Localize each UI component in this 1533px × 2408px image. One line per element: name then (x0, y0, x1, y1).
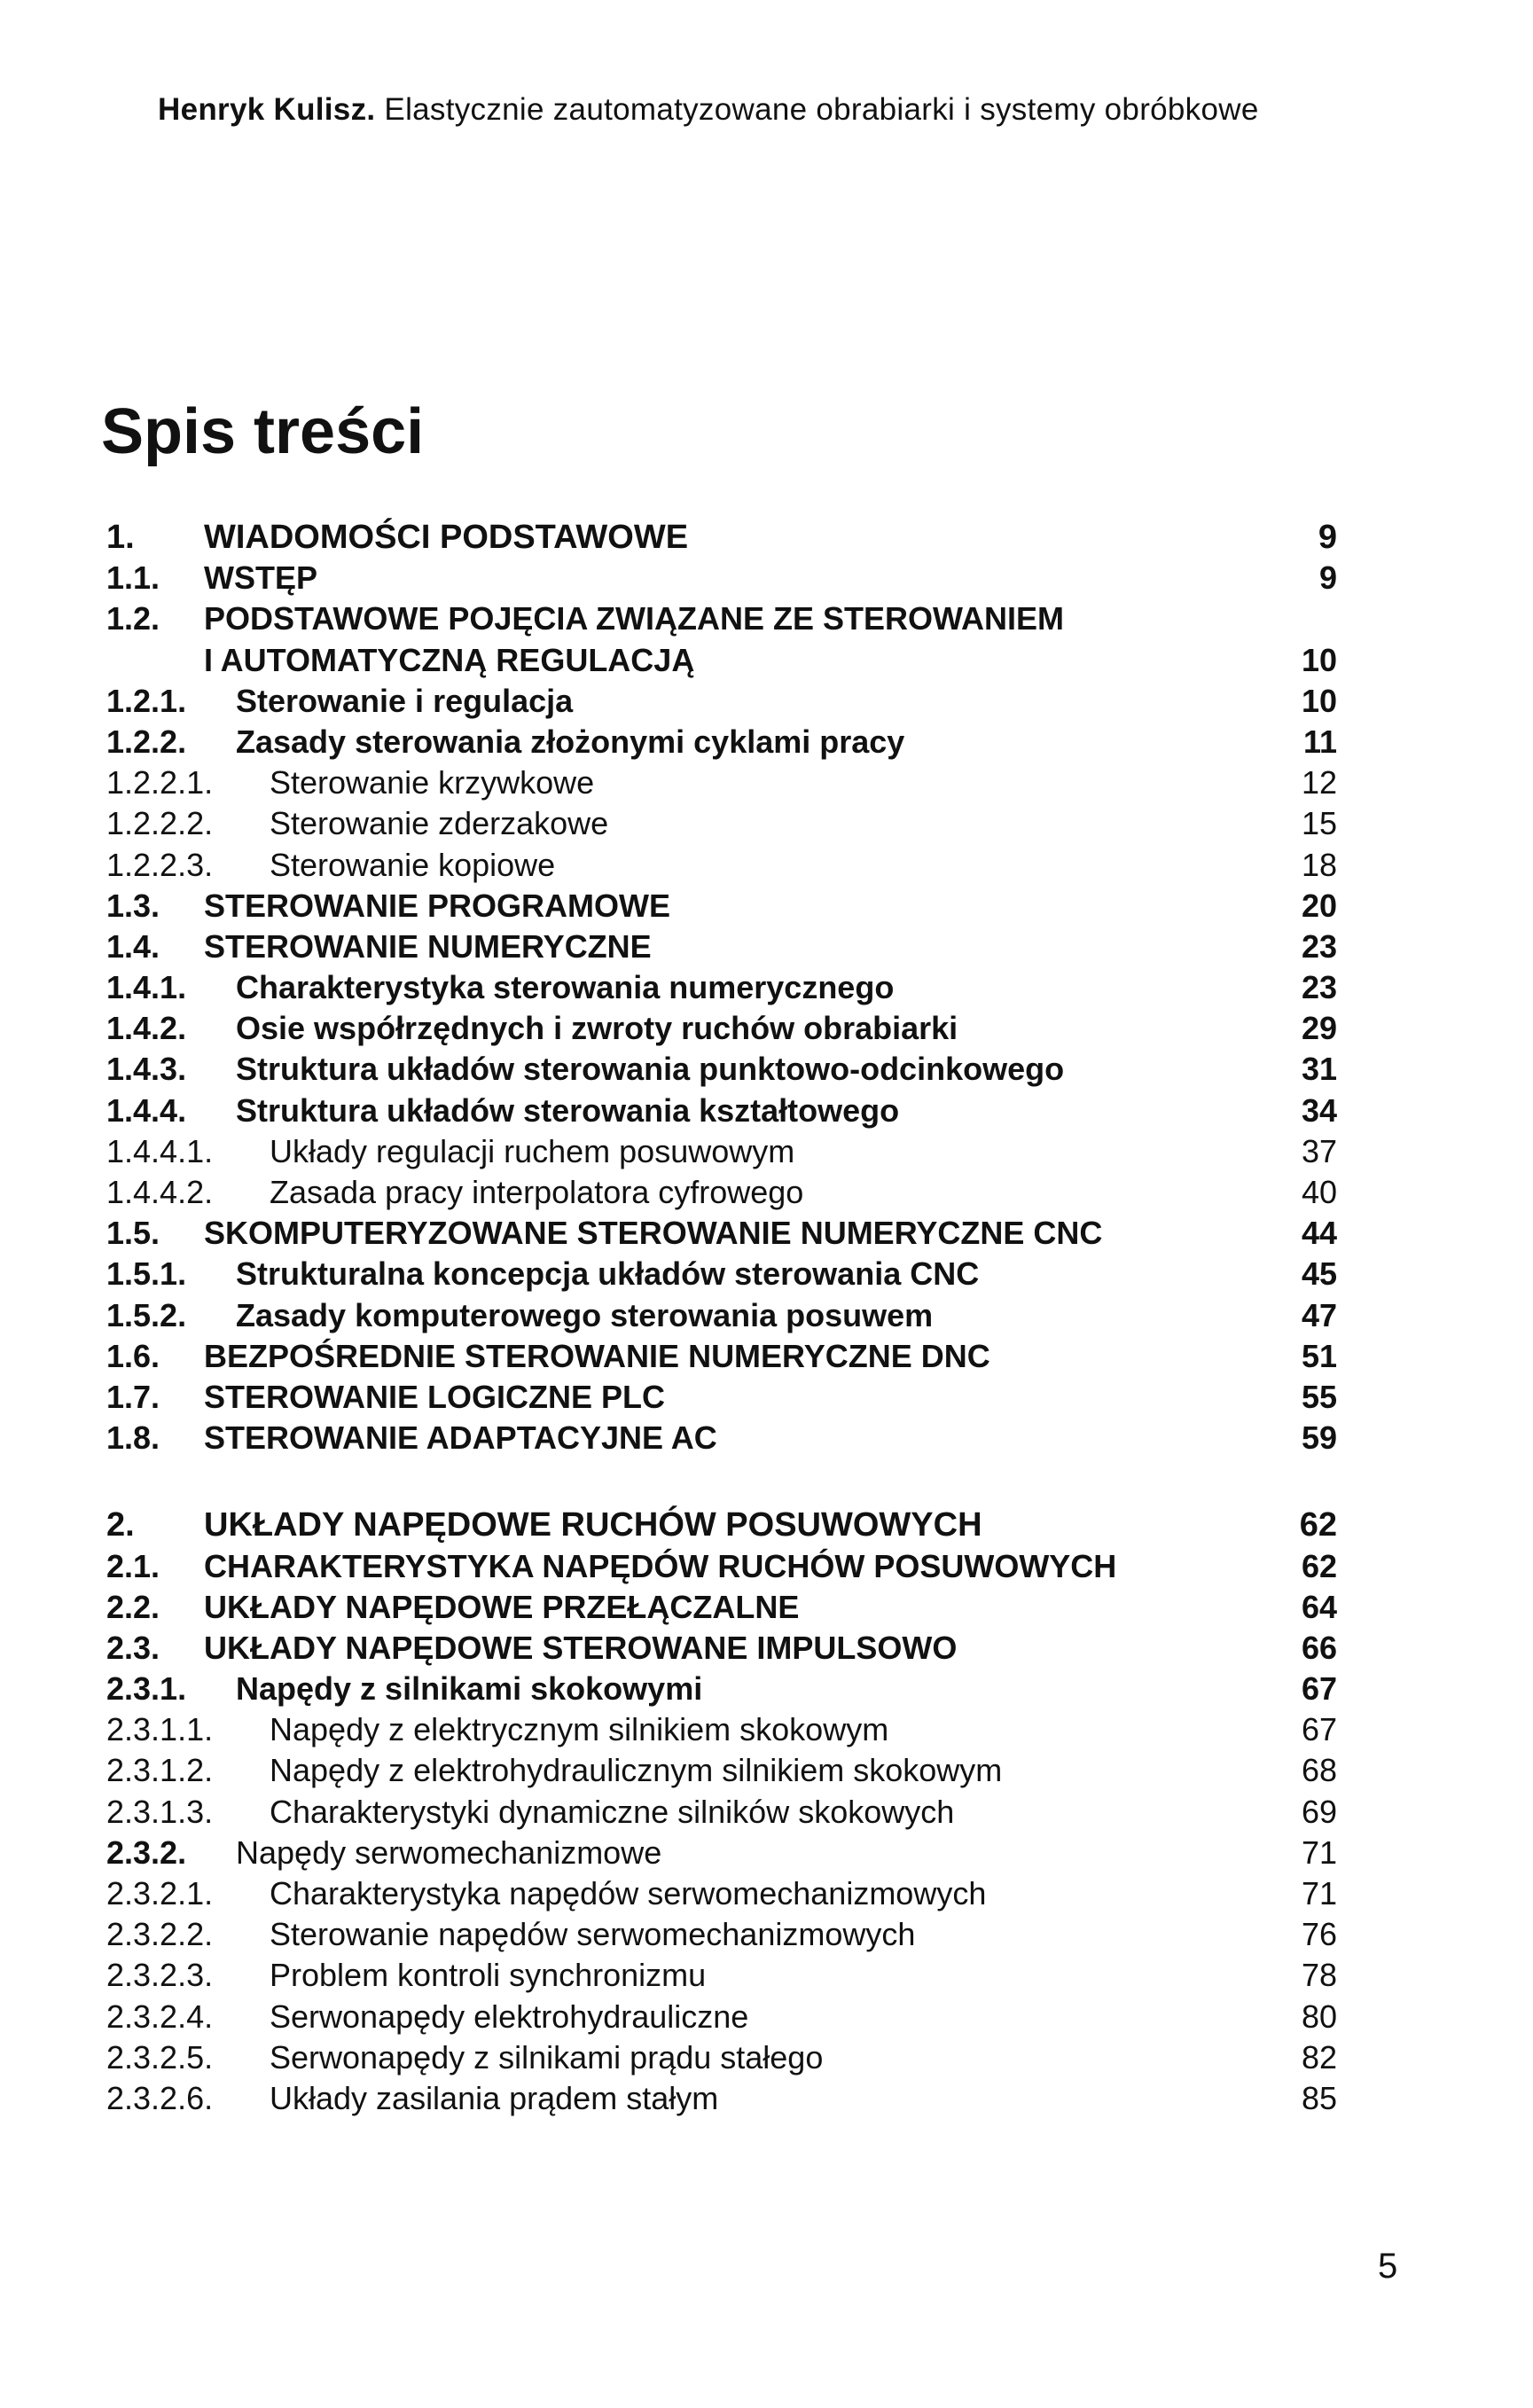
toc-entry (106, 1418, 1348, 1458)
toc-title: Struktura układów sterowania punktowo-odcinkowego (236, 1051, 1065, 1088)
toc-page: 55 (1301, 1378, 1337, 1415)
toc-entry (106, 1750, 1348, 1791)
toc-entry (106, 1628, 1348, 1669)
toc-page: 18 (1301, 846, 1337, 883)
toc-entry (106, 1295, 1348, 1336)
toc-title: Problem kontroli synchronizmu (270, 1957, 707, 1994)
toc-title: Charakterystyka napędów serwomechanizmowych (270, 1875, 987, 1912)
toc-entry (106, 1049, 1348, 1090)
toc-page: 9 (1318, 559, 1337, 597)
toc-page: 62 (1299, 1506, 1337, 1544)
toc-title: Napędy z silnikami skokowymi (236, 1670, 703, 1708)
toc-page: 59 (1301, 1419, 1337, 1457)
toc-number: 2.3. (106, 1629, 160, 1666)
toc-title: Osie współrzędnych i zwroty ruchów obrabiarki (236, 1010, 958, 1047)
toc-page: 78 (1301, 1957, 1337, 1994)
toc-page: 34 (1301, 1091, 1337, 1129)
toc-number: 1.4. (106, 927, 160, 965)
toc-entry (106, 1792, 1348, 1833)
toc-number: 1.2.2.3. (106, 846, 214, 883)
toc-title: WSTĘP (204, 559, 318, 597)
toc-title: Sterowanie kopiowe (270, 846, 556, 883)
toc-title: Sterowanie napędów serwomechanizmowych (270, 1916, 916, 1953)
toc-number: 1.5. (106, 1215, 160, 1252)
toc-entry (106, 2078, 1348, 2119)
toc-entry (106, 1008, 1348, 1049)
toc-number: 2.3.1.1. (106, 1711, 214, 1748)
toc-entry (106, 1091, 1348, 1131)
toc-number: 1.4.1. (106, 969, 187, 1006)
toc-page: 37 (1301, 1132, 1337, 1169)
toc-page: 67 (1301, 1711, 1337, 1748)
toc-number: 1.3. (106, 887, 160, 924)
toc-page: 23 (1301, 969, 1337, 1006)
toc-page: 47 (1301, 1296, 1337, 1333)
toc-entry (106, 1669, 1348, 1709)
toc-title: Zasada pracy interpolatora cyfrowego (270, 1174, 804, 1211)
toc-title: Charakterystyka sterowania numerycznego (236, 969, 895, 1006)
toc-title: STEROWANIE NUMERYCZNE (204, 927, 652, 965)
toc-number: 1.2.2. (106, 723, 187, 760)
toc-entry (106, 1377, 1348, 1418)
toc-entry (106, 1131, 1348, 1172)
toc-number: 2.1. (106, 1547, 160, 1584)
toc-entry (106, 1914, 1348, 1955)
toc-entry (106, 1833, 1348, 1873)
toc-page: 64 (1301, 1588, 1337, 1625)
toc-entry (106, 926, 1348, 967)
toc-title: Układy zasilania prądem stałym (270, 2079, 719, 2116)
toc-title: UKŁADY NAPĘDOWE PRZEŁĄCZALNE (204, 1588, 800, 1625)
toc-page: 44 (1301, 1215, 1337, 1252)
toc-entry (106, 681, 1348, 722)
toc-number: 2.2. (106, 1588, 160, 1625)
toc-number: 1.2.2.1. (106, 764, 214, 801)
toc-entry (106, 1955, 1348, 1996)
toc-page: 45 (1301, 1255, 1337, 1293)
toc-page: 80 (1301, 1998, 1337, 2035)
toc-page: 9 (1318, 519, 1337, 556)
toc-title: Zasady komputerowego sterowania posuwem (236, 1296, 934, 1333)
toc-page: 67 (1301, 1670, 1337, 1708)
toc-page: 71 (1301, 1833, 1337, 1871)
toc-page: 23 (1301, 927, 1337, 965)
toc-entry (106, 1709, 1348, 1750)
toc-title: Serwonapędy elektrohydrauliczne (270, 1998, 749, 2035)
toc-entry (106, 845, 1348, 886)
page-title: Spis treści (101, 396, 425, 467)
toc-number: 1. (106, 519, 135, 556)
toc-title: Strukturalna koncepcja układów sterowania CNC (236, 1255, 980, 1293)
toc-number: 1.7. (106, 1378, 160, 1415)
table-of-contents (106, 517, 1348, 2119)
toc-entry (106, 1336, 1348, 1377)
toc-entry (106, 803, 1348, 844)
toc-number: 2.3.2.1. (106, 1875, 214, 1912)
toc-page: 82 (1301, 2038, 1337, 2076)
toc-number: 2.3.1. (106, 1670, 187, 1708)
toc-title: STEROWANIE PROGRAMOWE (204, 887, 671, 924)
toc-title: CHARAKTERYSTYKA NAPĘDÓW RUCHÓW POSUWOWYCH (204, 1547, 1117, 1584)
toc-title: STEROWANIE LOGICZNE PLC (204, 1378, 666, 1415)
toc-number: 2.3.1.2. (106, 1752, 214, 1789)
toc-page: 10 (1301, 641, 1337, 678)
toc-page: 12 (1301, 764, 1337, 801)
toc-entry (106, 1172, 1348, 1213)
toc-title-line-2: I AUTOMATYCZNĄ REGULACJĄ (204, 641, 695, 678)
toc-entry (106, 558, 1348, 598)
toc-page: 31 (1301, 1051, 1337, 1088)
toc-number: 1.5.1. (106, 1255, 187, 1293)
toc-entry (106, 1213, 1348, 1254)
toc-entry (106, 1546, 1348, 1587)
toc-entry (106, 1997, 1348, 2037)
toc-entry (106, 886, 1348, 926)
toc-number: 1.6. (106, 1337, 160, 1374)
toc-page: 15 (1301, 805, 1337, 842)
running-header (158, 92, 1259, 128)
toc-title: Sterowanie i regulacja (236, 682, 574, 719)
toc-page: 85 (1301, 2079, 1337, 2116)
toc-number: 1.1. (106, 559, 160, 597)
toc-title: Struktura układów sterowania kształtowego (236, 1091, 900, 1129)
toc-entry (106, 598, 1348, 680)
toc-page: 29 (1301, 1010, 1337, 1047)
toc-number: 1.4.4.2. (106, 1174, 214, 1211)
toc-page: 10 (1301, 682, 1337, 719)
toc-number: 2.3.2. (106, 1833, 187, 1871)
toc-entry (106, 722, 1348, 762)
toc-title: Serwonapędy z silnikami prądu stałego (270, 2038, 824, 2076)
page-number: 5 (1378, 2247, 1398, 2286)
toc-page: 62 (1301, 1547, 1337, 1584)
toc-entry (106, 967, 1348, 1008)
toc-title: BEZPOŚREDNIE STEROWANIE NUMERYCZNE DNC (204, 1337, 990, 1374)
toc-number: 2.3.2.6. (106, 2079, 214, 2116)
toc-page: 11 (1302, 723, 1337, 760)
toc-number: 1.2.1. (106, 682, 187, 719)
toc-title: UKŁADY NAPĘDOWE STEROWANE IMPULSOWO (204, 1629, 958, 1666)
toc-page: 69 (1301, 1793, 1337, 1830)
toc-title: STEROWANIE ADAPTACYJNE AC (204, 1419, 717, 1457)
toc-entry (106, 2037, 1348, 2078)
toc-title: Napędy z elektrohydraulicznym silnikiem skokowym (270, 1752, 1003, 1789)
toc-title: Charakterystyki dynamiczne silników skokowych (270, 1793, 955, 1830)
toc-number: 1.4.4.1. (106, 1132, 214, 1169)
toc-page: 20 (1301, 887, 1337, 924)
toc-number: 1.4.3. (106, 1051, 187, 1088)
toc-title: UKŁADY NAPĘDOWE RUCHÓW POSUWOWYCH (204, 1506, 982, 1544)
toc-entry (106, 1505, 1348, 1545)
toc-number: 1.2. (106, 600, 160, 637)
toc-number: 2.3.2.3. (106, 1957, 214, 1994)
toc-page: 71 (1301, 1875, 1337, 1912)
toc-entry (106, 1254, 1348, 1294)
toc-title-line-1: PODSTAWOWE POJĘCIA ZWIĄZANE ZE STEROWANIEM (204, 600, 1065, 637)
toc-number: 1.8. (106, 1419, 160, 1457)
toc-number: 2.3.2.2. (106, 1916, 214, 1953)
toc-number: 1.5.2. (106, 1296, 187, 1333)
toc-entry (106, 1873, 1348, 1914)
toc-title: Zasady sterowania złożonymi cyklami pracy (236, 723, 905, 760)
toc-title (204, 598, 1064, 680)
toc-number: 2.3.1.3. (106, 1793, 214, 1830)
toc-number: 2. (106, 1506, 135, 1544)
toc-page: 68 (1301, 1752, 1337, 1789)
toc-number: 1.4.2. (106, 1010, 187, 1047)
toc-title: Sterowanie zderzakowe (270, 805, 609, 842)
toc-page: 66 (1301, 1629, 1337, 1666)
toc-title: Napędy serwomechanizmowe (236, 1833, 662, 1871)
toc-page: 76 (1301, 1916, 1337, 1953)
toc-entry (106, 517, 1348, 558)
header-book-title: Elastycznie zautomatyzowane obrabiarki i systemy obróbkowe (384, 92, 1259, 127)
toc-title: Napędy z elektrycznym silnikiem skokowym (270, 1711, 889, 1748)
header-author: Henryk Kulisz. (158, 92, 376, 127)
toc-page: 51 (1301, 1337, 1337, 1374)
toc-entry (106, 762, 1348, 803)
toc-title: Układy regulacji ruchem posuwowym (270, 1132, 795, 1169)
toc-page: 40 (1301, 1174, 1337, 1211)
toc-number: 1.2.2.2. (106, 805, 214, 842)
toc-entry (106, 1587, 1348, 1628)
toc-number: 2.3.2.5. (106, 2038, 214, 2076)
toc-number: 2.3.2.4. (106, 1998, 214, 2035)
toc-title: SKOMPUTERYZOWANE STEROWANIE NUMERYCZNE CNC (204, 1215, 1103, 1252)
toc-title: WIADOMOŚCI PODSTAWOWE (204, 519, 689, 556)
toc-number: 1.4.4. (106, 1091, 187, 1129)
toc-title: Sterowanie krzywkowe (270, 764, 595, 801)
